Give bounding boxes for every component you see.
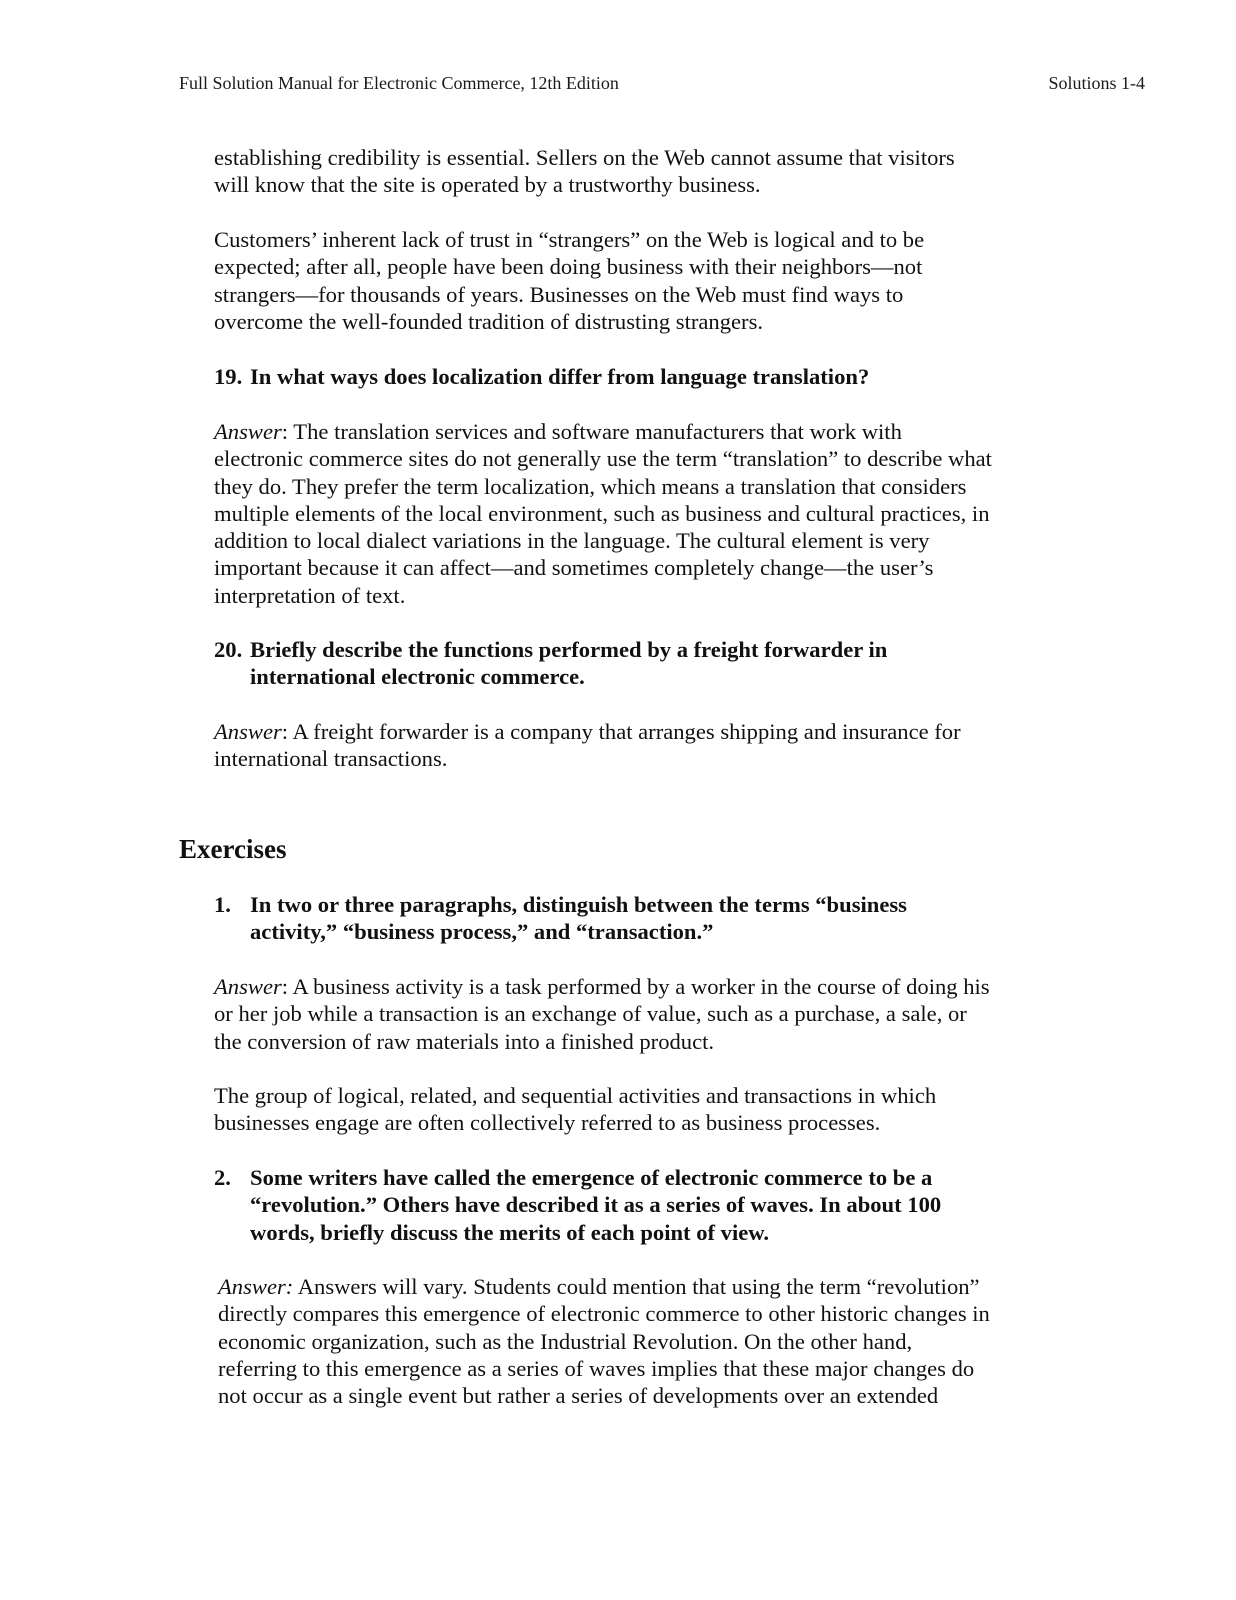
- question-text: Briefly describe the functions performed by a freight forwarder in international electronic commerce.: [250, 637, 888, 690]
- answer-text: : A business activity is a task performed by a worker in the course of doing his or her job while a transaction is an exchange of value, such as a purchase, a sale, or the conversion of raw materials into a finished product.: [214, 974, 990, 1054]
- trust-paragraph: Customers’ inherent lack of trust in “strangers” on the Web is logical and to be expected; after all, people have been doing business with their neighbors—not strangers—for thousands of years. Businesses on the Web must find ways to overcome the well-founded tradition of distrusting strangers.: [214, 227, 925, 334]
- exercise-text: In two or three paragraphs, distinguish between the terms “business activity,” “business process,” and “transaction.”: [250, 892, 907, 945]
- exercise-1-answer: [214, 973, 990, 1055]
- answer-label: Answer: [214, 974, 282, 999]
- answer-label: Answer: [214, 719, 282, 744]
- answer-label: Answer: [214, 419, 282, 444]
- exercise-number: 1.: [214, 892, 231, 917]
- running-header-title: Full Solution Manual for Electronic Commerce, 12th Edition: [179, 73, 619, 93]
- answer-20: [214, 718, 961, 773]
- exercise-1-answer-continued: The group of logical, related, and sequential activities and transactions in which businesses engage are often collectively referred to as business processes.: [214, 1083, 937, 1136]
- section-title-exercises: Exercises: [179, 834, 287, 864]
- exercise-text: Some writers have called the emergence of electronic commerce to be a “revolution.” Others have described it as a series of waves. In about 100 words, briefly discuss the merits of each point of view.: [250, 1165, 942, 1245]
- continuation-paragraph: establishing credibility is essential. Sellers on the Web cannot assume that visitors will know that the site is operated by a trustworthy business.: [214, 145, 955, 198]
- question-number: 20.: [214, 637, 243, 662]
- answer-text: Answers will vary. Students could mention that using the term “revolution” directly compares this emergence of electronic commerce to other historic changes in economic organization, such as the Industrial Revolution. On the other hand, referring to this emergence as a series of waves implies that these major changes do not occur as a single event but rather a series of developments over an extended: [218, 1274, 990, 1409]
- exercise-number: 2.: [214, 1165, 231, 1190]
- answer-19: [214, 418, 992, 609]
- running-header-page: Solutions 1-4: [1048, 73, 1145, 93]
- answer-label: Answer:: [218, 1274, 294, 1299]
- exercise-2-answer: [218, 1273, 990, 1409]
- answer-text: : The translation services and software manufacturers that work with electronic commerce sites do not generally use the term “translation” to describe what they do. They prefer the term localization, which means a translation that considers multiple elements of the local environment, such as business and cultural practices, in addition to local dialect variations in the language. The cultural element is very important because it can affect—and sometimes completely change—the user’s interpretation of text.: [214, 419, 992, 608]
- question-text: In what ways does localization differ from language translation?: [250, 364, 870, 389]
- exercise-2: [214, 1164, 942, 1273]
- question-number: 19.: [214, 364, 243, 389]
- answer-text: : A freight forwarder is a company that arranges shipping and insurance for international transactions.: [214, 719, 961, 772]
